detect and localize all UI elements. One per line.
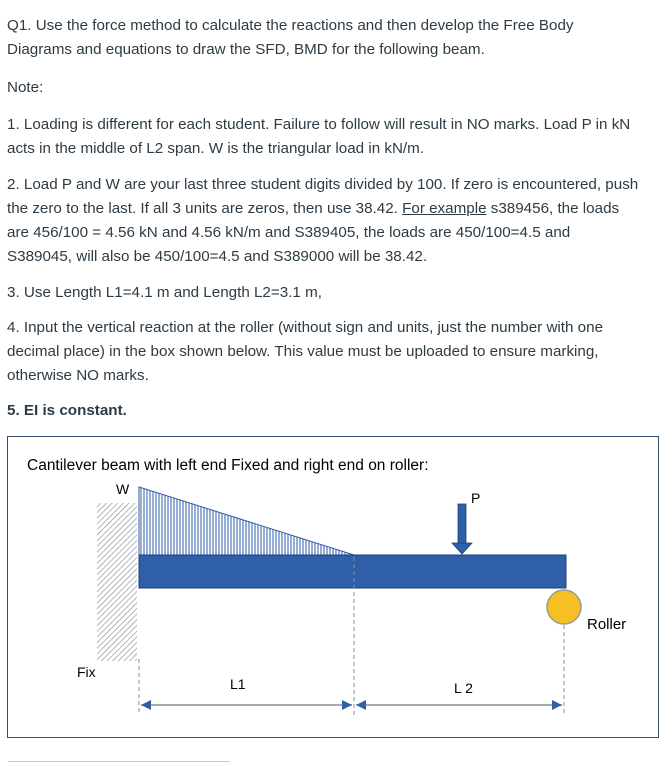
note-1 [7,113,667,161]
dimension-l1 [141,700,352,710]
note-2-line-2 [7,197,667,221]
intro-line-1: Q1. Use the force method to calculate the reactions and then develop the Free Body [7,17,574,34]
note-4-line-2: decimal place) in the box shown below. This value must be uploaded to ensure marking, [7,343,599,360]
l2-label: L 2 [454,680,473,696]
note-2-line-4: S389045, will also be 450/100=4.5 and S389000 will be 38.42. [7,248,428,265]
fixed-support-hatch [97,503,137,661]
note-2-line-1: 2. Load P and W are your last three student digits divided by 100. If zero is encountered, push [7,176,639,193]
fix-label: Fix [77,664,96,680]
point-load-arrow [452,504,472,554]
triangular-load [139,487,354,555]
question-intro [7,14,667,62]
beam [139,555,566,588]
roller-label: Roller [587,616,627,633]
note-4-line-1: 4. Input the vertical reaction at the roller (without sign and units, just the number with one [7,319,604,336]
figure-caption: Cantilever beam with left end Fixed and right end on roller: [27,457,429,474]
note-2-line-2-post: s389456, the loads [486,200,620,217]
note-1-line-1: 1. Loading is different for each student. Failure to follow will result in NO marks. Load P in kN [7,116,631,133]
note-3: 3. Use Length L1=4.1 m and Length L2=3.1 m, [7,284,322,301]
w-label: W [116,481,130,497]
note-5: 5. EI is constant. [7,402,127,419]
note-label: Note: [7,79,44,96]
note-2-line-2-pre: the zero to the last. If all 3 units are zeros, then use 38.42. [7,200,403,217]
note-2-line-3: are 456/100 = 4.56 kN and 4.56 kN/m and S389405, the loads are 450/100=4.5 and [7,224,571,241]
beam-figure [7,436,659,738]
roller-support [547,590,581,624]
dimension-l2 [356,700,562,710]
note-4 [7,316,667,388]
intro-line-2: Diagrams and equations to draw the SFD, BMD for the following beam. [7,41,485,58]
p-label: P [471,490,481,506]
note-2 [7,173,667,269]
divider [8,761,230,762]
note-1-line-2: acts in the middle of L2 span. W is the triangular load in kN/m. [7,140,425,157]
beam-diagram [8,437,660,739]
note-4-line-3: otherwise NO marks. [7,367,149,384]
l1-label: L1 [230,676,246,692]
example-link[interactable]: For example [402,200,487,217]
